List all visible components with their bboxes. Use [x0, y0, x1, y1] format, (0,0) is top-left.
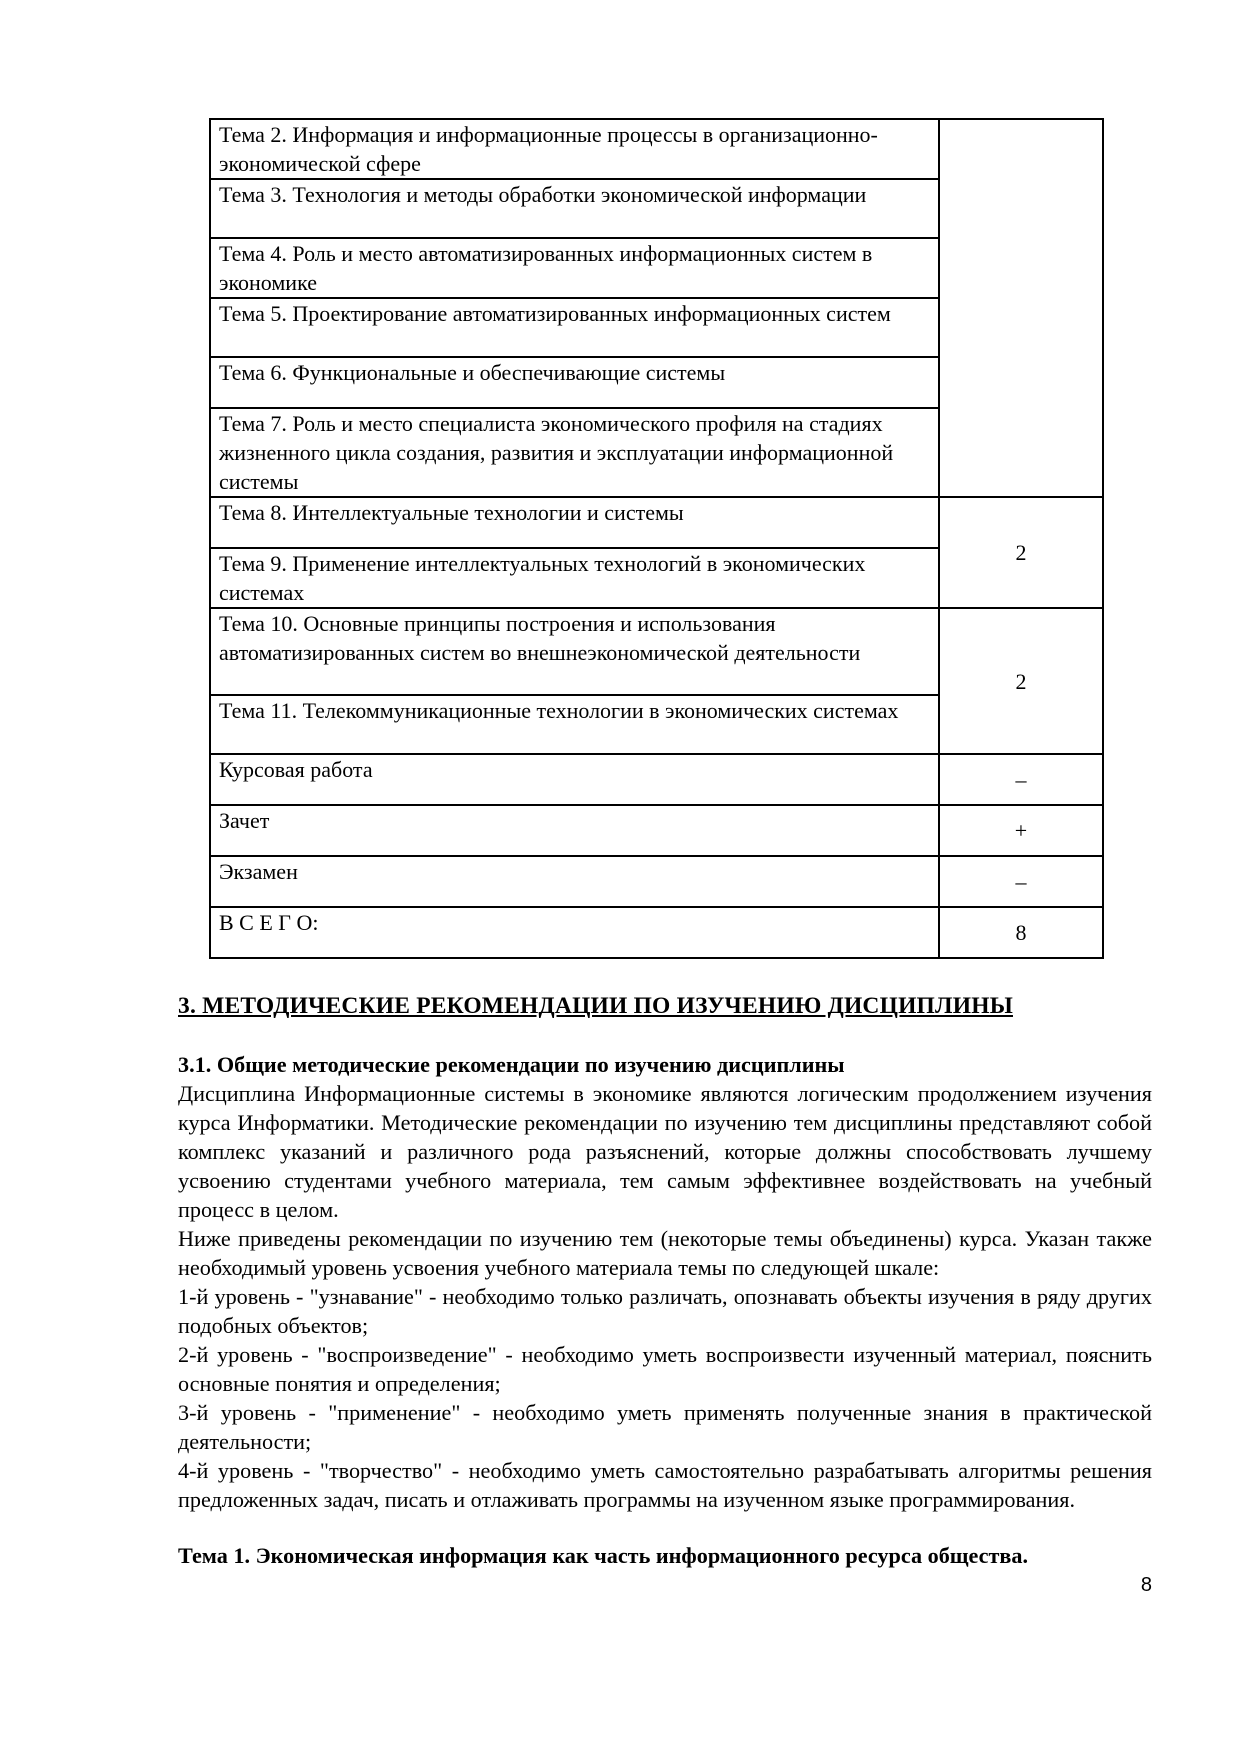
- table-cell-topic: Тема 2. Информация и информационные процессы в организационно-экономической сфере: [210, 119, 939, 179]
- paragraph: 1-й уровень - "узнавание" - необходимо только различать, опознавать объекты изучения в ряду других подобных объектов;: [178, 1284, 1152, 1338]
- page-number: 8: [1140, 1574, 1152, 1596]
- table-cell-topic: Тема 9. Применение интеллектуальных технологий в экономических системах: [210, 548, 939, 608]
- table-cell-total-value: 8: [939, 907, 1103, 958]
- paragraph: 2-й уровень - "воспроизведение" - необходимо уметь воспроизвести изученный материал, пояснить основные понятия и определения;: [178, 1342, 1152, 1396]
- topic-heading: Тема 1. Экономическая информация как часть информационного ресурса общества.: [178, 1543, 1029, 1568]
- table-cell-topic: Тема 8. Интеллектуальные технологии и системы: [210, 497, 939, 548]
- table-cell-topic: Тема 5. Проектирование автоматизированных информационных систем: [210, 298, 939, 357]
- table-cell-hours: 2: [939, 608, 1103, 754]
- table-cell-coursework-value: –: [939, 754, 1103, 805]
- paragraph: 4-й уровень - "творчество" - необходимо уметь самостоятельно разрабатывать алгоритмы решения предложенных задач, писать и отлаживать программы на изученном языке программирования.: [178, 1458, 1152, 1512]
- table-cell-hours-empty: [939, 119, 1103, 497]
- paragraph: Дисциплина Информационные системы в экономике являются логическим продолжением изучения курса Информатики. Методические рекомендации по изучению тем дисциплины представляют собой комплекс указаний и различного рода разъяснений, которые должны способствовать лучшему усвоению студентами учебного материала, тем самым эффективнее воздействовать на учебный процесс в целом.: [178, 1081, 1152, 1222]
- table-cell-topic: Тема 11. Телекоммуникационные технологии в экономических системах: [210, 695, 939, 754]
- table-cell-topic: Тема 6. Функциональные и обеспечивающие системы: [210, 357, 939, 408]
- table-cell-topic: Экзамен: [210, 856, 939, 907]
- table-cell-topic: Тема 4. Роль и место автоматизированных информационных систем в экономике: [210, 238, 939, 298]
- table-cell-total-label: В С Е Г О:: [210, 907, 939, 958]
- table-cell-hours: 2: [939, 497, 1103, 608]
- section-heading: 3. МЕТОДИЧЕСКИЕ РЕКОМЕНДАЦИИ ПО ИЗУЧЕНИЮ ДИСЦИПЛИНЫ: [178, 993, 1013, 1019]
- table-cell-exam-value: –: [939, 856, 1103, 907]
- table-cell-topic: Курсовая работа: [210, 754, 939, 805]
- table-cell-topic: Тема 10. Основные принципы построения и использования автоматизированных систем во внешнеэкономической деятельности: [210, 608, 939, 695]
- table-cell-credit-value: +: [939, 805, 1103, 856]
- section-body: [178, 1050, 1152, 1514]
- hours-table: [209, 118, 1104, 959]
- paragraph: 3-й уровень - "применение" - необходимо уметь применять полученные знания в практической деятельности;: [178, 1400, 1152, 1454]
- paragraph: Ниже приведены рекомендации по изучению тем (некоторые темы объединены) курса. Указан также необходимый уровень усвоения учебного материала темы по следующей шкале:: [178, 1226, 1152, 1280]
- table-cell-topic: Тема 3. Технология и методы обработки экономической информации: [210, 179, 939, 238]
- table-cell-topic: Тема 7. Роль и место специалиста экономического профиля на стадиях жизненного цикла создания, развития и эксплуатации информационной системы: [210, 408, 939, 497]
- table-cell-topic: Зачет: [210, 805, 939, 856]
- subsection-heading: 3.1. Общие методические рекомендации по изучению дисциплины: [178, 1052, 845, 1077]
